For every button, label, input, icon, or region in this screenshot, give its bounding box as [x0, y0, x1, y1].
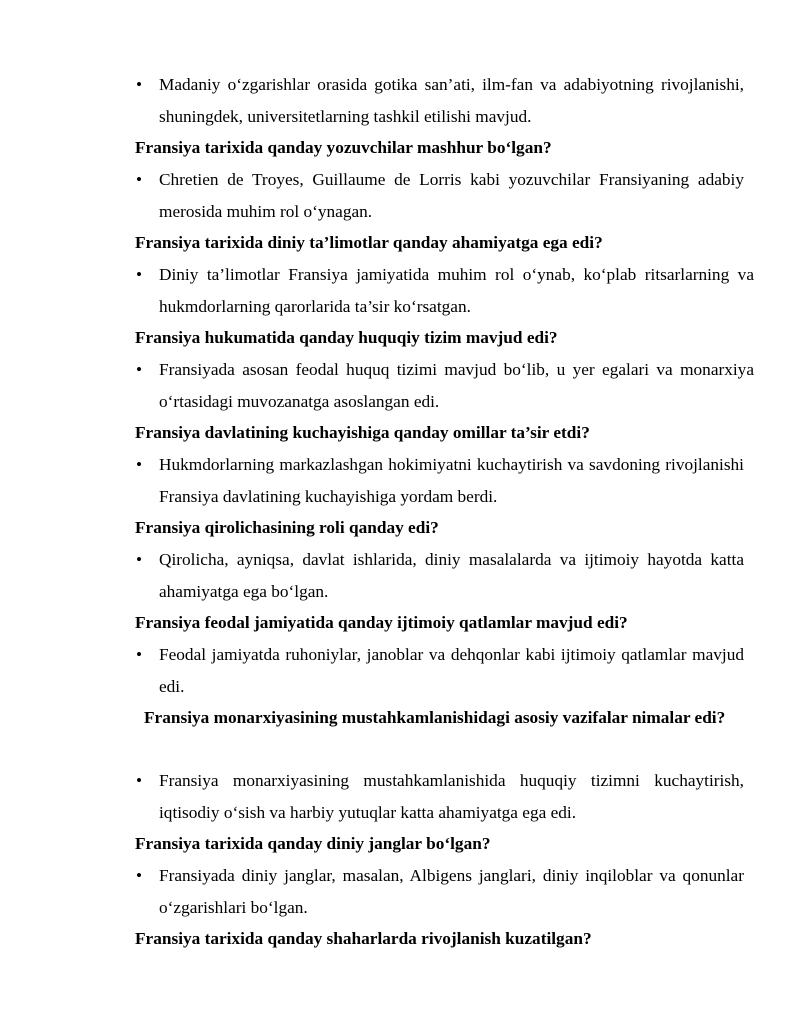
bullet-marker: •	[136, 455, 143, 474]
bullet-marker: •	[136, 75, 143, 94]
list-item-text: Qirolicha, ayniqsa, davlat ishlarida, diniy masalalarda va ijtimoiy hayotda katta ahamiyatga ega bo‘lgan.	[159, 550, 744, 601]
list-item	[136, 639, 744, 702]
question-heading: Fransiya tarixida qanday yozuvchilar mashhur bo‘lgan?	[135, 138, 552, 157]
question-heading: Fransiya tarixida qanday diniy janglar bo‘lgan?	[135, 834, 491, 853]
list-item-text: Fransiyada asosan feodal huquq tizimi mavjud bo‘lib, u yer egalari va monarxiya o‘rtasidagi muvozanatga asoslangan edi.	[159, 360, 754, 411]
question-heading: Fransiya monarxiyasining mustahkamlanishidagi asosiy vazifalar nimalar edi?	[144, 708, 726, 727]
list-item-text: Diniy ta’limotlar Fransiya jamiyatida muhim rol o‘ynab, ko‘plab ritsarlarning va hukmdorlarning qarorlarida ta’sir ko‘rsatgan.	[159, 265, 754, 316]
list-item	[136, 69, 744, 132]
question-heading: Fransiya hukumatida qanday huquqiy tizim mavjud edi?	[135, 328, 558, 347]
list-item-text: Hukmdorlarning markazlashgan hokimiyatni kuchaytirish va savdoning rivojlanishi Fransiya davlatining kuchayishiga yordam berdi.	[159, 455, 744, 506]
list-item	[136, 765, 744, 828]
bullet-marker: •	[136, 265, 143, 284]
list-item-text: Fransiyada diniy janglar, masalan, Albigens janglari, diniy inqiloblar va qonunlar o‘zgarishlari bo‘lgan.	[159, 866, 744, 917]
question-heading: Fransiya tarixida diniy ta’limotlar qanday ahamiyatga ega edi?	[135, 233, 603, 252]
bullet-marker: •	[136, 360, 143, 379]
list-item	[136, 449, 744, 512]
bullet-marker: •	[136, 170, 143, 189]
question-heading: Fransiya davlatining kuchayishiga qanday omillar ta’sir etdi?	[135, 423, 590, 442]
list-item-text: Madaniy o‘zgarishlar orasida gotika san’ati, ilm-fan va adabiyotning rivojlanishi, shuningdek, universitetlarning tashkil etilishi mavjud.	[159, 75, 744, 126]
list-item	[136, 259, 754, 322]
question-heading: Fransiya qirolichasining roli qanday edi?	[135, 518, 439, 537]
list-item	[136, 860, 744, 923]
list-item	[136, 544, 744, 607]
bullet-marker: •	[136, 550, 143, 569]
list-item	[136, 164, 744, 227]
list-item-text: Feodal jamiyatda ruhoniylar, janoblar va dehqonlar kabi ijtimoiy qatlamlar mavjud edi.	[159, 645, 744, 696]
question-heading: Fransiya feodal jamiyatida qanday ijtimoiy qatlamlar mavjud edi?	[135, 613, 628, 632]
bullet-marker: •	[136, 771, 143, 790]
list-item	[136, 354, 754, 417]
list-item-text: Fransiya monarxiyasining mustahkamlanishida huquqiy tizimni kuchaytirish, iqtisodiy o‘sish va harbiy yutuqlar katta ahamiyatga ega edi.	[159, 771, 744, 822]
bullet-marker: •	[136, 645, 143, 664]
question-heading: Fransiya tarixida qanday shaharlarda rivojlanish kuzatilgan?	[135, 929, 592, 948]
bullet-marker: •	[136, 866, 143, 885]
list-item-text: Chretien de Troyes, Guillaume de Lorris kabi yozuvchilar Fransiyaning adabiy merosida muhim rol o‘ynagan.	[159, 170, 744, 221]
